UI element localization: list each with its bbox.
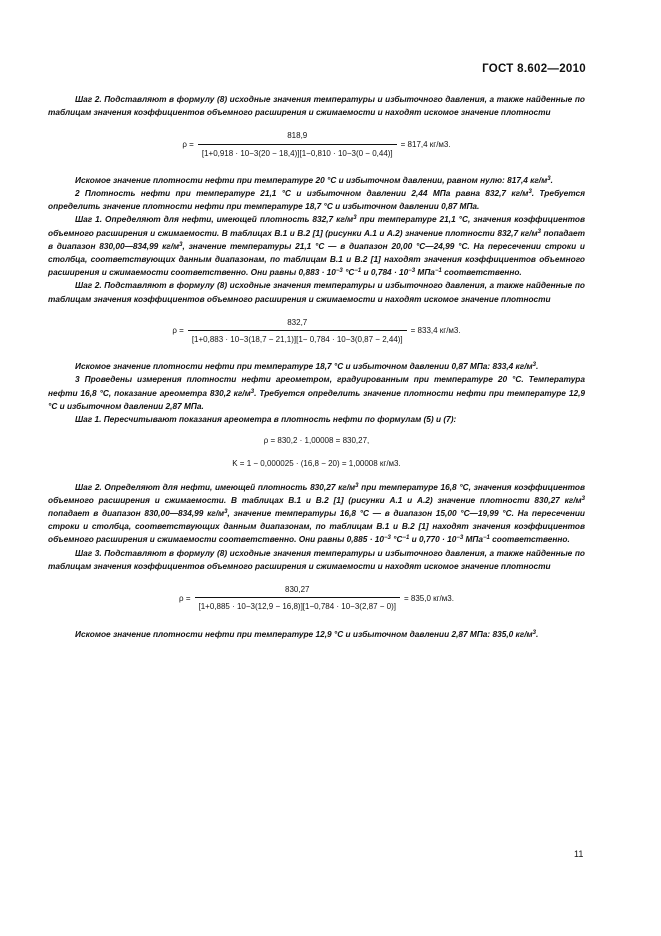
equation-2-fraction bbox=[188, 316, 407, 346]
paragraph-step1-ex3: Шаг 1. Пересчитывают показания ареометра в плотность нефти по формулам (5) и (7): bbox=[75, 414, 457, 425]
equation-5-fraction bbox=[195, 583, 400, 613]
equation-5-result: = 835,0 кг/м3. bbox=[403, 593, 454, 603]
equation-2-lhs: ρ = bbox=[172, 326, 184, 336]
equation-2-numerator: 832,7 bbox=[287, 317, 308, 327]
equation-1 bbox=[48, 129, 585, 159]
equation-1-fraction bbox=[198, 129, 397, 159]
equation-5-numerator: 830,27 bbox=[285, 585, 310, 595]
equation-1-numerator: 818,9 bbox=[287, 131, 308, 141]
paragraph-step2-ex1: Шаг 2. Подставляют в формулу (8) исходные значения температуры и избыточного давления, а также найденные по таблицам значения коэффициентов объемного расширения и сжимаемости и находят искомое значение плотности bbox=[48, 94, 585, 118]
equation-1-denominator: [1+0,918 · 10−3(20 − 18,4)][1−0,810 · 10−3(0 − 0,44)] bbox=[198, 144, 397, 160]
page-number: 11 bbox=[574, 849, 584, 859]
equation-2 bbox=[48, 316, 585, 346]
equation-5-lhs: ρ = bbox=[179, 593, 191, 603]
document-code: ГОСТ 8.602—2010 bbox=[482, 63, 586, 75]
paragraph-result-ex3: Искомое значение плотности нефти при температуре 12,9 °С и избыточном давлении 2,87 МПа: 835,0 $кг/м^3$. bbox=[75, 628, 539, 639]
equation-1-result: = 817,4 кг/м3. bbox=[400, 140, 451, 149]
equation-5-denominator: [1+0,885 · 10−3(12,9 − 16,8)][1−0,784 · 10−3(2,87 − 0)] bbox=[195, 597, 400, 613]
equation-2-denominator: [1+0,883 · 10−3(18,7 − 21,1)][1− 0,784 · 10−3(0,87 − 2,44)] bbox=[188, 330, 407, 346]
paragraph-result-ex1: Искомое значение плотности нефти при температуре 20 °С и избыточном давлении, равном нулю: 817,4 $кг/м^3$. bbox=[75, 174, 553, 185]
equation-3 bbox=[48, 434, 585, 447]
paragraph-step1-ex2: Шаг 1. Определяют для нефти, имеющей плотность 832,7 $кг/м^3$ при температуре 21,1 °С, значения коэффициентов объемного расширения и сжимаемости. В таблицах В.1 и В.2 [1] (рисунки А.1 и А.2) значение плотности 832,7 $кг/м^3$ попадает в диапазон 830,00—834,99 $кг/м^3$, значение температуры 21,1 °С — в диапазон 20,00 °С—24,99 °С. На пересечении строки и столбца, соответствующих данным диапазонам, по таблицам В.1 и В.2 [1] находят значения коэффициентов объемного расширения и сжимаемости соответственно. Они равны $0,883 \cdot 10^{-3}$ $^\circ С^{-1}$ и $0,784 \cdot 10^{-3}$ МПа$^{-1}$ соответственно. bbox=[48, 214, 585, 278]
paragraph-step3-ex3: Шаг 3. Подставляют в формулу (8) исходные значения температуры и избыточного давления, а также найденные по таблицам значения коэффициентов объемного расширения и сжимаемости и находят искомое значение плотности bbox=[48, 547, 585, 571]
paragraph-step2-ex3: Шаг 2. Определяют для нефти, имеющей плотность 830,27 $кг/м^3$ при температуре 16,8 °С, значения коэффициентов объемного расширения и сжимаемости. В таблицах В.1 и В.2 [1] (рисунки А.1 и А.2) значение плотности 830,27 $кг/м^3$ попадает в диапазон 830,00—834,99 $кг/м^3$, значение температуры 16,8 °С — в диапазон 15,00 °С—19,99 °С. На пересечении строки и столбца, соответствующих данным диапазонам, по таблицам В.1 и В.2 [1] находят значения коэффициентов объемного расширения и сжимаемости соответственно. Они равны $0,885 \cdot 10^{-3}$ $^\circ С^{-1}$ и $0,770 \cdot 10^{-3}$ МПа$^{-1}$ соответственно. bbox=[48, 481, 585, 545]
equation-4 bbox=[48, 457, 585, 470]
paragraph-example-2: 2 Плотность нефти при температуре 21,1 °С и избыточном давлении 2,44 МПа равна 832,7 $кг/м^3$. Требуется определить значение плотности нефти при температуре 18,7 °С и избыточном давлении 0,87 МПа. bbox=[48, 188, 585, 212]
equation-1-lhs: ρ = bbox=[182, 140, 194, 149]
equation-3-text: ρ = 830,2 · 1,00008 = 830,27, bbox=[263, 436, 370, 446]
paragraph-step2-ex2: Шаг 2. Подставляют в формулу (8) исходные значения температуры и избыточного давления, а также найденные по таблицам значения коэффициентов объемного расширения и сжимаемости и находят искомое значение плотности bbox=[48, 280, 585, 304]
equation-5 bbox=[48, 583, 585, 613]
equation-4-text: K = 1 − 0,000025 · (16,8 − 20) = 1,00008 кг/м3. bbox=[232, 459, 401, 469]
paragraph-result-ex2: Искомое значение плотности нефти при температуре 18,7 °С и избыточном давлении 0,87 МПа: 833,4 $кг/м^3$. bbox=[75, 361, 539, 372]
equation-2-result: = 833,4 кг/м3. bbox=[410, 326, 461, 336]
document-body bbox=[48, 93, 585, 641]
paragraph-example-3: 3 Проведены измерения плотности нефти ареометром, градуированным при температуре 20 °С. Температура нефти 16,8 °С, показание ареометра 830,2 $кг/м^3$. Требуется определить значение плотности нефти при температуре 12,9 °С и избыточном давлении 2,87 МПа. bbox=[48, 374, 585, 411]
